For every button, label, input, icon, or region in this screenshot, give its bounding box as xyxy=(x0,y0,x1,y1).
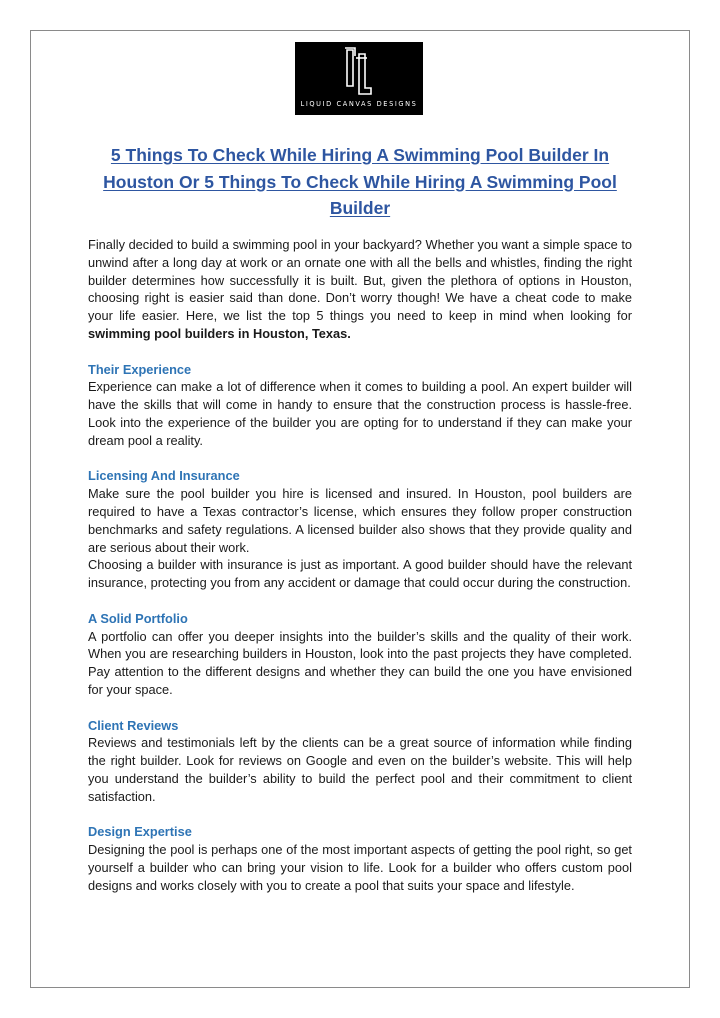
logo-text: LIQUID CANVAS DESIGNS xyxy=(300,100,418,108)
page-title: 5 Things To Check While Hiring A Swimming Pool Builder In Houston Or 5 Things To Check While Hiring A Swimming Pool Builder xyxy=(103,145,617,218)
section-licensing-and-insurance xyxy=(88,467,632,592)
section-design-expertise xyxy=(88,823,632,894)
section-paragraph: Designing the pool is perhaps one of the most important aspects of getting the pool right, so get yourself a builder who can bring your vision to life. Look for a builder who offers custom pool designs and works closely with you to create a pool that suits your space and lifestyle. xyxy=(88,842,632,893)
section-paragraph: Reviews and testimonials left by the clients can be a great source of information while finding the right builder. Look for reviews on Google and even on the builder’s website. This will help you understand the builder’s ability to build the perfect pool and their commitment to client satisfaction. xyxy=(88,735,632,804)
article-body xyxy=(88,236,632,894)
section-heading: Their Experience xyxy=(88,361,192,377)
section-client-reviews xyxy=(88,717,632,806)
section-paragraph: Make sure the pool builder you hire is licensed and insured. In Houston, pool builders are required to have a Texas contractor’s license, which ensures they follow proper construction benchmarks and safety regulations. A licensed builder also shows that they provide quality and are serious about their work. xyxy=(88,486,632,555)
ll-monogram-icon xyxy=(343,46,375,98)
intro-paragraph xyxy=(88,236,632,343)
section-paragraph: A portfolio can offer you deeper insights into the builder’s skills and the quality of their work. When you are researching builders in Houston, look into the past projects they have completed. Pay attention to the different designs and whether they can build the one you have envisioned for your space. xyxy=(88,628,632,697)
section-heading: A Solid Portfolio xyxy=(88,610,188,626)
section-heading: Licensing And Insurance xyxy=(88,468,240,484)
company-logo xyxy=(295,42,423,115)
intro-text: Finally decided to build a swimming pool in your backyard? Whether you want a simple space to unwind after a long day at work or an ornate one with all the bells and whistles, finding the right builder determines how successfully it is built. But, given the plethora of options in Houston, choosing right is easier said than done. Don’t worry though! We have a cheat code to make your life easier. Here, we list the top 5 things you need to keep in mind when looking for xyxy=(88,237,632,324)
section-heading: Client Reviews xyxy=(88,717,179,733)
section-paragraph: Choosing a builder with insurance is just as important. A good builder should have the relevant insurance, protecting you from any accident or damage that could occur during the construction. xyxy=(88,557,632,591)
section-their-experience xyxy=(88,361,632,450)
section-a-solid-portfolio xyxy=(88,610,632,699)
section-paragraph: Experience can make a lot of difference when it comes to building a pool. An expert builder will have the skills that will come in handy to ensure that the construction process is hassle-free. Look into the experience of the builder you are opting for to understand if they can make your dream pool a reality. xyxy=(88,379,632,448)
intro-bold-keyword: swimming pool builders in Houston, Texas. xyxy=(88,325,351,341)
section-heading: Design Expertise xyxy=(88,824,192,840)
